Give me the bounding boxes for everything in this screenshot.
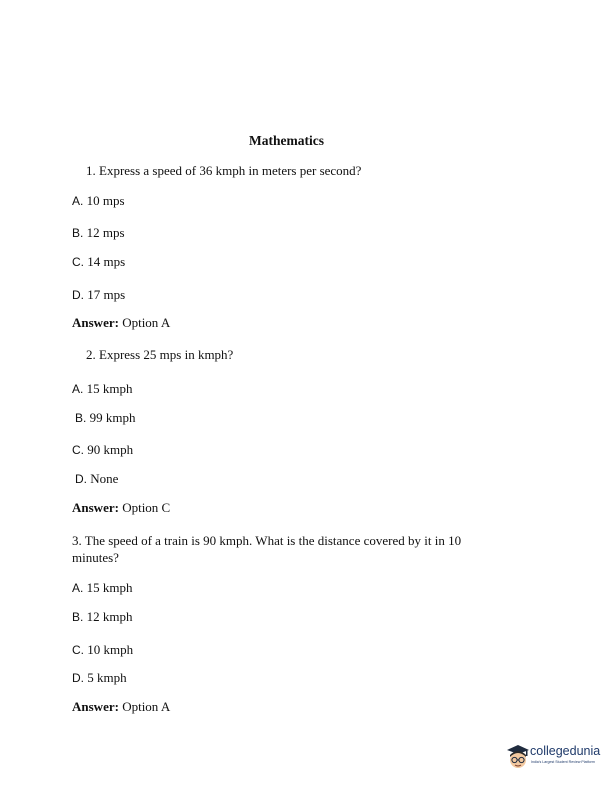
- mascot-icon: [506, 741, 530, 773]
- q3-option-d: D. 5 kmph: [72, 670, 127, 685]
- q1-option-a: A. 10 mps: [72, 193, 125, 208]
- question-1-text: 1. Express a speed of 36 kmph in meters per second?: [86, 163, 362, 178]
- collegedunia-logo: [506, 741, 612, 773]
- q2-option-a: A. 15 kmph: [72, 381, 133, 396]
- answer-label: Answer:: [72, 315, 119, 330]
- q2-option-c: C. 90 kmph: [72, 442, 134, 457]
- q3-option-b: B. 12 kmph: [72, 609, 133, 624]
- answer-label: Answer:: [72, 699, 119, 714]
- q3-option-a: A. 15 kmph: [72, 580, 133, 595]
- question-2-text: 2. Express 25 mps in kmph?: [86, 347, 234, 362]
- logo-name: collegedunia: [530, 744, 601, 758]
- q1-answer: Answer: Option A: [72, 315, 171, 330]
- q1-option-c: C. 14 mps: [72, 254, 126, 269]
- q1-option-d: D. 17 mps: [72, 287, 126, 302]
- q2-option-d: D. None: [75, 471, 119, 486]
- question-3-text-line2: minutes?: [72, 550, 119, 565]
- q2-answer: Answer: Option C: [72, 500, 171, 515]
- q3-option-c: C. 10 kmph: [72, 642, 134, 657]
- q3-answer: Answer: Option A: [72, 699, 171, 714]
- q1-option-b: B. 12 mps: [72, 225, 125, 240]
- answer-label: Answer:: [72, 500, 119, 515]
- page-title: Mathematics: [249, 133, 324, 148]
- question-3-text-line1: 3. The speed of a train is 90 kmph. What is the distance covered by it in 10: [72, 533, 462, 548]
- q2-option-b: B. 99 kmph: [75, 410, 136, 425]
- logo-tagline: India's Largest Student Review Platform: [531, 760, 595, 764]
